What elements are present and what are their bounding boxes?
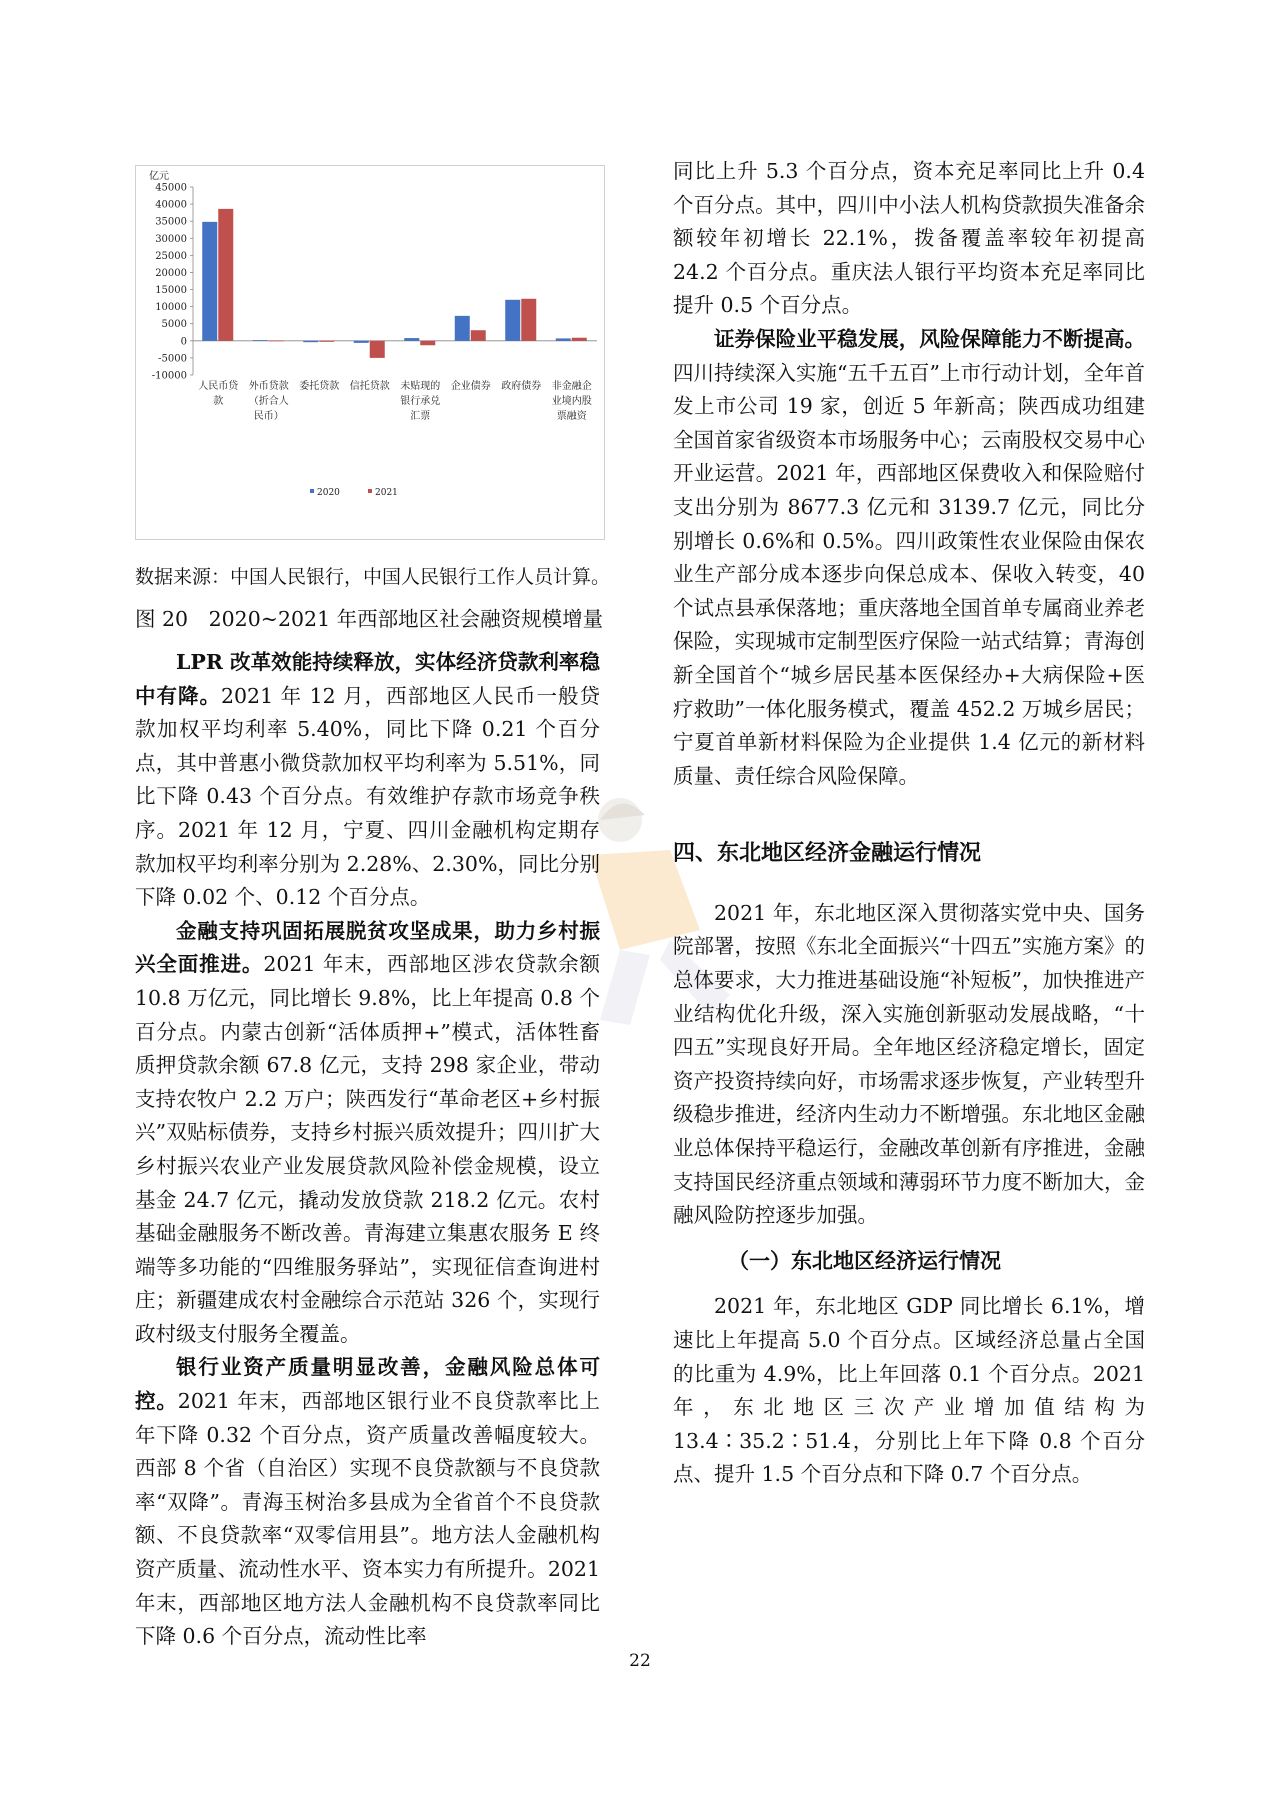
x-tick-label: 政府债券 [501, 381, 542, 392]
legend-swatch [310, 489, 314, 493]
x-tick-label: 银行承兑 [400, 396, 441, 407]
x-tick-label: 非金融企 [551, 381, 592, 392]
paragraph-body: 2021 年末，西部地区银行业不良贷款率比上年下降 0.32 个百分点，资产质量改善幅度较大。西部 8 个省（自治区）实现不良贷款额与不良贷款率“双降”。青海玉树治多县成为全省首个不良贷款额、不良贷款率“双零信用县”。地方法人金融机构资产质量、流动性水平、资本实力有所提升。2021 年末，西部地区地方法人金融机构不良贷款率同比下降 0.6 个百分点，流动性比率 [135, 1389, 601, 1649]
y-tick-label: 35000 [155, 216, 187, 228]
paragraph-heading: 金融支持巩固拓展脱贫攻坚成果，助力乡村振兴全面推进。 [135, 918, 600, 977]
section-title: 四、东北地区经济金融运行情况 [673, 841, 982, 867]
y-tick-label: 0 [180, 336, 187, 348]
x-tick-label: 企业债券 [450, 381, 491, 392]
page-number: 22 [629, 1651, 651, 1671]
y-tick-label: -10000 [151, 370, 187, 382]
x-tick-label: 信托贷款 [349, 381, 390, 392]
paragraph-body: 2021 年 12 月，西部地区人民币一般贷款加权平均利率 5.40%，同比下降 0.21 个百分点，其中普惠小微贷款加权平均利率为 5.51%，同比下降 0.43 个百分点。有效维护存款市场竞争秩序。2021 年 12 月，宁夏、四川金融机构定期存款加权平均利率分别为 2.28%、2.30%，同比分别下降 0.02 个、0.12 个百分点。 [135, 683, 600, 910]
x-tick-label: 票融资 [556, 411, 587, 422]
bar-2021 [420, 341, 435, 345]
x-tick-label: 业境内股 [551, 396, 592, 407]
y-tick-label: 40000 [155, 199, 187, 211]
left-column [135, 646, 600, 1654]
y-tick-label: 15000 [155, 285, 187, 297]
y-tick-label: 25000 [155, 250, 187, 262]
y-tick-label: 30000 [155, 233, 187, 245]
x-tick-label: 委托贷款 [299, 381, 340, 392]
paragraph-body: 四川持续深入实施“五千五百”上市行动计划，全年首发上市公司 19 家，创近 5 年新高；陕西成功组建全国首家省级资本市场服务中心；云南股权交易中心开业运营。2021 年，西部地区保费收入和保险赔付支出分别为 8677.3 亿元和 3139.7 亿元，同比分别增长 0.6%和 0.5%。四川政策性农业保险由保农业生产部分成本逐步向保总成本、保收入转变，40 个试点县承保落地；重庆落地全国首单专属商业养老保险，实现城市定制型医疗保险一站式结算；青海创新全国首个“城乡居民基本医保经办+大病保险+医疗救助”一体化服务模式，覆盖 452.2 万城乡居民；宁夏首单新材料保险为企业提供 1.4 亿元的新材料质量、责任综合风险保障。 [673, 360, 1145, 788]
y-tick-label: 20000 [155, 267, 187, 279]
bar-2020 [505, 300, 520, 341]
paragraph-heading: LPR 改革效能持续释放，实体经济贷款利率稳中有降。 [135, 650, 600, 708]
paragraph-rural [135, 915, 600, 1352]
bar-2020 [354, 341, 369, 343]
legend-label: 2020 [317, 488, 340, 498]
y-tick-label: -5000 [158, 353, 187, 365]
x-tick-label: 未贴现的 [400, 381, 441, 392]
right-column [673, 155, 1145, 1492]
chart-svg [135, 165, 605, 540]
paragraph-northeast-intro: 2021 年，东北地区深入贯彻落实党中央、国务院部署，按照《东北全面振兴“十四五”实施方案》的总体要求，大力推进基础设施“补短板”，加快推进产业结构优化升级，深入实施创新驱动发展战略，“十四五”实现良好开局。全年地区经济稳定增长，固定资产投资持续向好，市场需求逐步恢复，产业转型升级稳步推进，经济内生动力不断增强。东北地区金融业总体保持平稳运行，金融改革创新有序推进，金融支持国民经济重点领域和薄弱环节力度不断加大，金融风险防控逐步加强。 [673, 900, 1145, 1228]
paragraph-heading: 银行业资产质量明显改善，金融风险总体可控。 [135, 1355, 600, 1414]
x-tick-label: 外币贷款 [248, 381, 289, 392]
paragraph-northeast-gdp: 2021 年，东北地区 GDP 同比增长 6.1%，增速比上年提高 5.0 个百分点。区域经济总量占全国的比重为 4.9%，比上年回落 0.1 个百分点。2021 年，东北地区三次产业增加值结构为 13.4∶35.2∶51.4，分别比上年下降 0.8 个百分点、提升 1.5 个百分点和下降 0.7 个百分点。 [673, 1294, 1145, 1487]
bar-2021 [319, 341, 334, 342]
figure-title: 图 20 2020~2021 年西部地区社会融资规模增量 [135, 607, 604, 631]
x-tick-label: 人民币贷 [198, 381, 239, 392]
legend-label: 2021 [375, 488, 398, 498]
bar-chart [135, 165, 605, 540]
x-tick-label: 款 [213, 396, 224, 407]
bar-2020 [202, 222, 217, 341]
y-tick-label: 45000 [155, 182, 187, 194]
paragraph-heading: 证券保险业平稳发展，风险保障能力不断提高。 [714, 326, 1145, 351]
legend-swatch [368, 489, 372, 493]
bar-2020 [253, 340, 268, 341]
x-tick-label: 汇票 [410, 411, 431, 422]
bar-2021 [218, 209, 233, 341]
paragraph-securities [673, 323, 1145, 793]
paragraph-continued: 同比上升 5.3 个百分点，资本充足率同比上升 0.4 个百分点。其中，四川中小法人机构贷款损失准备余额较年初增长 22.1%，拨备覆盖率较年初提高 24.2 个百分点。重庆法人银行平均资本充足率同比提升 0.5 个百分点。 [673, 159, 1145, 318]
x-tick-label: 民币） [253, 411, 284, 422]
subsection-title: （一）东北地区经济运行情况 [728, 1248, 1001, 1273]
bar-2021 [572, 338, 587, 341]
bar-2021 [521, 299, 536, 341]
bar-2020 [455, 316, 470, 341]
bar-2020 [303, 341, 318, 342]
bar-2020 [556, 338, 571, 340]
paragraph-body: 2021 年末，西部地区涉农贷款余额 10.8 万亿元，同比增长 9.8%，比上年提高 0.8 个百分点。内蒙古创新“活体质押+”模式，活体牲畜质押贷款余额 67.8 亿元，支持 298 家企业，带动支持农牧户 2.2 万户；陕西发行“革命老区+乡村振兴”双贴标债券，支持乡村振兴质效提升；四川扩大乡村振兴农业产业发展贷款风险补偿金规模，设立基金 24.7 亿元，撬动发放贷款 218.2 亿元。农村基础金融服务不断改善。青海建立集惠农服务 E 终端等多功能的“四维服务驿站”，实现征信查询进村庄；新疆建成农村金融综合示范站 326 个，实现行政村级支付服务全覆盖。 [135, 952, 601, 1346]
data-source: 数据来源：中国人民银行，中国人民银行工作人员计算。 [135, 566, 611, 588]
bar-2021 [269, 340, 284, 341]
x-tick-label: （折合人 [248, 396, 289, 407]
y-tick-label: 5000 [161, 319, 187, 331]
bar-2020 [404, 338, 419, 341]
bar-2021 [471, 330, 486, 341]
paragraph-banking [135, 1351, 600, 1653]
bar-2021 [370, 341, 385, 358]
y-tick-label: 10000 [155, 302, 187, 314]
y-unit-label: 亿元 [149, 171, 169, 182]
paragraph-lpr [135, 646, 600, 915]
